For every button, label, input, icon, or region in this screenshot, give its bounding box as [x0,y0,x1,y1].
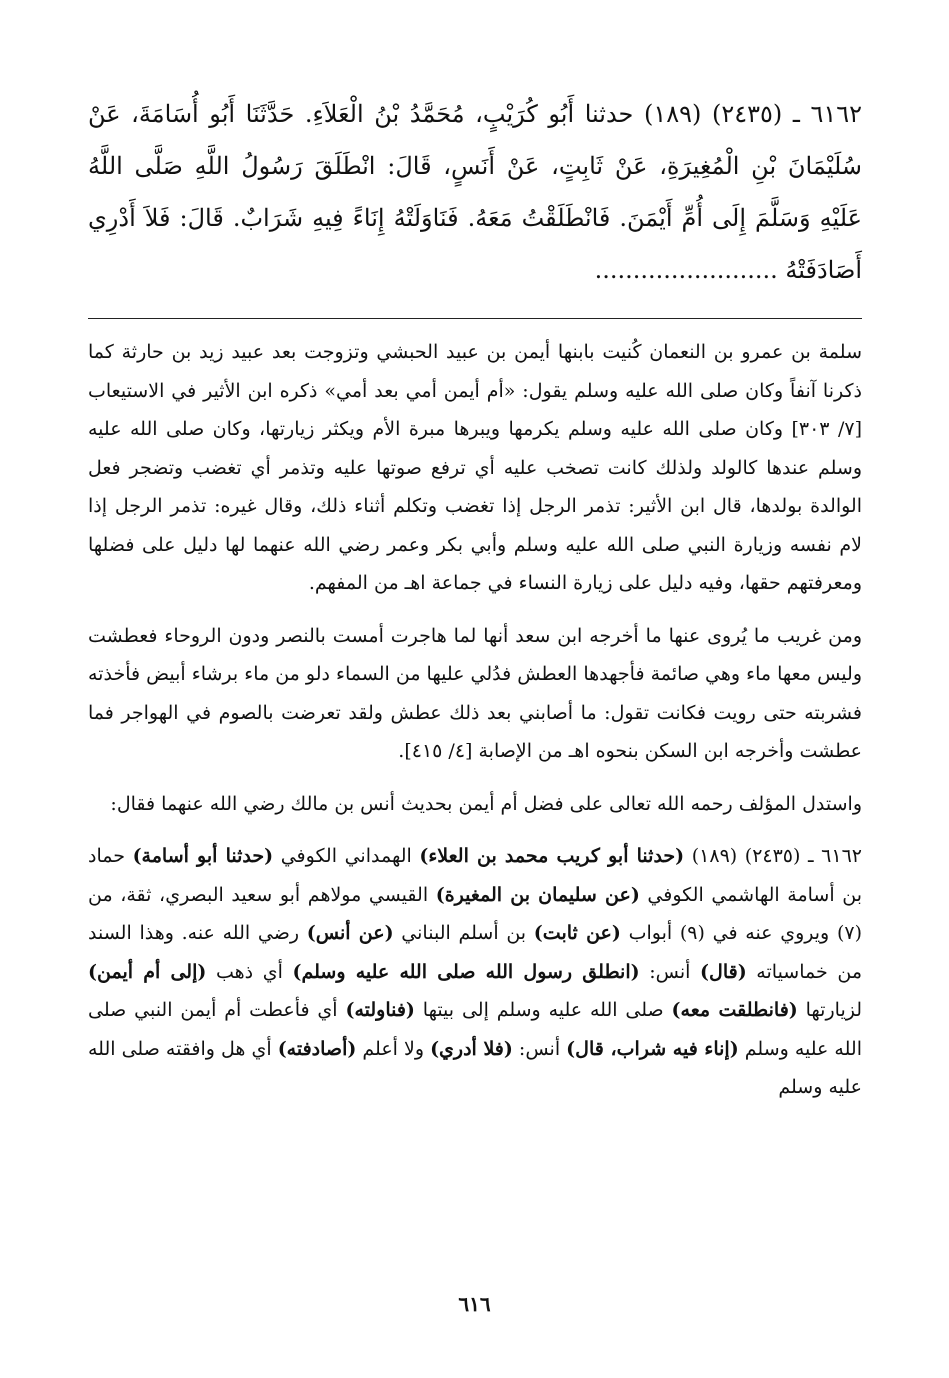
commentary-quote: (حدثنا أبو كريب محمد بن العلاء) [419,845,685,867]
commentary-quote: (فناولته) [345,999,415,1021]
commentary-text: أنس: [512,1037,567,1060]
commentary-quote: (عن سليمان بن المغيرة) [435,883,640,906]
commentary [88,333,862,1107]
commentary-quote: (إناء فيه شراب، قال) [566,1037,739,1060]
commentary-text: صلى الله عليه وسلم إلى بيتها [414,999,672,1021]
commentary-text: ولا أعلم [356,1037,431,1060]
commentary-text: أي فأعطت أم أيمن النبي صلى الله عليه وسلم [88,999,862,1060]
book-page [88,88,862,1338]
hadith-text: ٦١٦٢ ـ (٢٤٣٥) (١٨٩) حدثنا أَبُو كُرَيْبٍ، مُحَمَّدُ بْنُ الْعَلاَءِ. حَدَّثَنَا أَبُو أُسَامَةَ، عَنْ سُلَيْمَانَ بْنِ الْمُغِيرَةِ، عَنْ ثَابِتٍ، عَنْ أَنَسٍ، قَالَ: انْطَلَقَ رَسُولُ اللَّهِ صَلَّى اللَّهُ عَلَيْهِ وَسَلَّمَ إِلَى أُمِّ أَيْمَنَ. فَانْطَلَقْتُ مَعَهُ. فَنَاوَلَتْهُ إِنَاءً فِيهِ شَرَابٌ. قَالَ: فَلاَ أَدْرِي أَصَادَفَتْهُ ........................ [88,100,863,284]
commentary-paragraph-3: واستدل المؤلف رحمه الله تعالى على فضل أم أيمن بحديث أنس بن مالك رضي الله عنهما فقال: [110,792,862,815]
commentary-text: لزيارتها [797,999,862,1021]
commentary-text: أي هل وافقته صلى الله عليه وسلم [88,1037,862,1098]
commentary-text: القيسي مولاهم أبو سعيد البصري، ثقة، من (٧) ويروي عنه في (٩) أبواب [88,883,862,944]
commentary-text: ٦١٦٢ ـ (٢٤٣٥) (١٨٩) [684,845,862,867]
commentary-paragraph-2: ومن غريب ما يُروى عنها ما أخرجه ابن سعد أنها لما هاجرت أمست بالنصر ودون الروحاء فعطشت وليس معها ماء وهي صائمة فأجهدها العطش فدُلي عليها من السماء دلو من ماء برشاء أبيض فأخذته فشربته حتى رويت فكانت تقول: ما أصابني بعد ذلك عطش ولقد تعرضت بالصوم في الهواجر فما عطشت وأخرجه ابن السكن بنحوه اهـ من الإصابة [٤/ ٤١٥]. [88,624,862,762]
commentary-quote: (فانطلقت معه) [671,999,798,1021]
commentary-text: رضي الله عنه. وهذا السند من خماسياته [88,922,863,983]
commentary-quote: (انطلق رسول الله صلى الله عليه وسلم) [292,960,640,983]
commentary-quote: (فلا أدري) [430,1037,513,1060]
commentary-quote: (إلى أم أيمن) [88,960,207,983]
commentary-quote: (أصادفته) [277,1037,357,1060]
commentary-quote: (حدثنا أبو أسامة) [132,845,274,867]
commentary-text: أنس: [639,960,701,983]
page-number: ٦١٦ [458,1292,491,1316]
commentary-quote: (عن أنس) [306,922,394,944]
commentary-text: أي ذهب [206,960,293,983]
commentary-text: الهمداني الكوفي [273,845,420,867]
commentary-quote: (قال) [700,960,747,983]
commentary-paragraph-4 [88,837,862,1107]
commentary-text: بن أسلم البناني [393,922,534,944]
commentary-quote: (عن ثابت) [533,922,621,944]
commentary-paragraph-1: سلمة بن عمرو بن النعمان كُنيت بابنها أيمن بن عبيد الحبشي وتزوجت بعد عبيد زيد بن حارثة كما ذكرنا آنفاً وكان صلى الله عليه وسلم يقول: «أم أيمن أمي بعد أمي» ذكره ابن الأثير في الاستيعاب [٧/ ٣٠٣] وكان صلى الله عليه وسلم يكرمها ويبرها مبرة الأم ويكثر زيارتها، وكان صلى الله عليه وسلم عندها كالولد ولذلك كانت تصخب عليه أي ترفع صوتها عليه وتذمر أي تغضب وتضجر فعل الوالدة بولدها، قال ابن الأثير: تذمر الرجل إذا تغضب وتكلم أثناء ذلك، وقال غيره: تذمر الرجل إذا لام نفسه وزيارة النبي صلى الله عليه وسلم وأبي بكر وعمر رضي الله عنهما لها دليل على فضلها ومعرفتهم حقها، وفيه دليل على زيارة النساء في جماعة اهـ من المفهم. [88,341,862,594]
commentary-text: حماد بن أسامة الهاشمي الكوفي [88,845,862,906]
footnote-divider [88,318,862,319]
